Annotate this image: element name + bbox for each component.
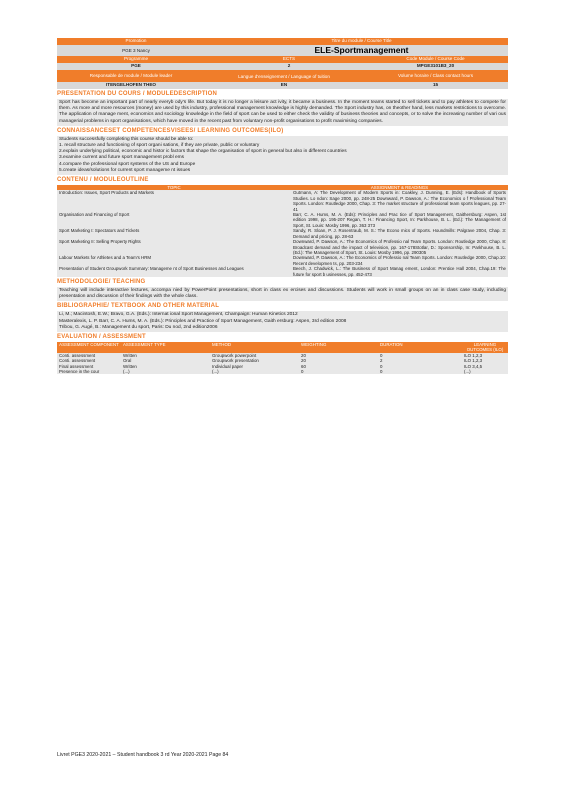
language-value: EN: [280, 82, 288, 87]
presentation-text: Sport has become an important part of nearly everyb ody's life. But today it is no longer a leisure act ivity, it became a business. In the moment teams started to sell tickets and to pay athletes to compete for them. As more and more resources (money) are used by this industry, professional management knowledge is highly demanded. The Sport industry has, on theother hand, less markets restrictions to overcome. The application of manage ment, economics and sociology knowledge in the field of sport can be used to either check the validity of business theories and concepts, or to solve the increasing number of vari ous managerial problems in sport organisations, which have moved in the recent past from voluntary non-profit organisations to profit maximising companies.: [57, 99, 508, 126]
course-sheet: [57, 38, 508, 374]
programme-label: Programme: [124, 56, 148, 61]
outline-reading: Barr, C. A. Hums, M. A. (Eds): Principles and Prac tice of Sport Management, Gaithersburg: Aspen, 1st edition 1998, pp. 195-207 Regan, T. H.: Financing Sport, In: Parkhouse, B. L. (Ed.): The Management of Sport, St. Louis: Mosby 1996, pp. 363 373: [293, 212, 506, 228]
outline-topic: Sport Marketing I: Spectators and Tickets: [59, 228, 140, 234]
outcome-line: Students successfully completing this course should be able to:: [59, 136, 194, 142]
table-row: [57, 228, 508, 239]
bibliography-entry: Li, M.; Macintosh, E.W.; Bravo, G.A. (Eds.): Internat ional Sport Management, Champaign: Human Kinetics 2012: [59, 312, 298, 318]
eval-cell: Oral: [123, 358, 132, 364]
eval-cell: ILO 1,2,3: [464, 358, 483, 364]
course-title-label: Titre du module / Course Title: [331, 38, 392, 43]
header-row-values-3: [57, 82, 508, 89]
ects-label: ECTS: [282, 56, 296, 61]
table-row: [57, 369, 508, 374]
eval-cell: 20: [301, 352, 306, 358]
header-row-labels-3: [57, 70, 508, 82]
course-title: ELE-Sportmanagement: [314, 45, 409, 55]
table-row: [57, 255, 508, 266]
promotion-value: PGE 3 Nancy: [122, 47, 150, 53]
eval-cell: Conti. assessment: [59, 358, 96, 364]
course-code-label: Code Module / Course Code: [406, 56, 465, 61]
table-row: [57, 212, 508, 228]
eval-cell: Individual paper: [212, 363, 244, 369]
eval-cell: Written: [123, 352, 137, 358]
presentation-title: PRESENTATION DU COURS / MODULEDESCRIPTION: [57, 91, 217, 97]
programme-value: PGE: [131, 63, 141, 68]
eval-header-weighting: WEIGHTING: [301, 341, 327, 347]
eval-header-type: ASSESSMENT TYPE: [123, 341, 166, 347]
outcome-line: 1. recall structure and functioning of sport organi sations, if they are private, public or voluntary: [59, 143, 260, 149]
eval-header-method: METHOD: [212, 341, 232, 347]
eval-cell: 20: [301, 358, 306, 364]
contact-hours-value: 15: [432, 82, 439, 87]
eval-cell: 60: [301, 363, 306, 369]
eval-cell: (...): [464, 368, 471, 374]
table-row: [57, 239, 508, 255]
header-row-labels-1: [57, 38, 508, 45]
outline-topic: Sport Marketing II: Selling Property Rights: [59, 239, 141, 245]
eval-cell: 0: [380, 363, 383, 369]
eval-cell: (...): [212, 368, 219, 374]
outline-topic: Labour Markets for Athletes and a Team's HRM: [59, 255, 152, 261]
outline-topic: Organisation and Financing of Sport: [59, 212, 130, 218]
eval-cell: Conti. assessment: [59, 352, 96, 358]
eval-header-ilo: LEARNING OUTCOMES (ILO): [466, 341, 504, 353]
eval-cell: Groupwork presentation: [212, 358, 259, 364]
bibliography-title: BIBLIOGRAPHIE/ TEXTBOOK AND OTHER MATERIAL: [57, 303, 220, 310]
outline-reading: Gutmann, A: The Development of Modern Sports in: Coakley, J. Dunning, E. (Eds): Handbook of Sports Studies. Lo ndon: Sage 2000, pp. 248-25 Downward, P. Dawson, A.: The Economics o f Professional Team Sports. London: Routledge 2000, Chap. 3: The market structure of professional team sports leagues, pp. 27-41: [293, 190, 506, 212]
evaluation-title: EVALUATION / ASSESSMENT: [57, 333, 146, 340]
page-footer: Livret PGE3 2020-2021 – Student handbook 3 rd Year 2020-2021 Page 84: [57, 752, 229, 758]
language-label: Langue d'enseignement / Language of tuition: [238, 73, 330, 79]
outcome-line: 4.compare the professional sport systems of the US and Europe: [59, 161, 196, 167]
contact-hours-label: Volume horaire / Class contact hours: [397, 73, 474, 78]
eval-cell: 0: [301, 368, 304, 374]
outline-reading-header: ASSIGNMENT & READINGS: [370, 185, 429, 191]
header-row-labels-2: [57, 56, 508, 63]
outcome-line: 2.explain underlying political, economic and histor ic factors that shape the organisation of sport in general but also in different countries: [59, 149, 347, 155]
eval-cell: 2: [380, 358, 383, 364]
eval-header-component: ASSESSMENT COMPONENT: [59, 341, 119, 347]
outcomes-title: CONNAISSANCESET COMPETENCESVISEES/ LEARNING OUTCOMES(ILO): [57, 127, 284, 134]
bibliography-entry: Tribou, G. Augé, B.: Management du sport, Paris: Du nod, 2nd edition2006: [59, 324, 218, 330]
eval-cell: ILO 3,4,5: [464, 363, 483, 369]
eval-cell: 0: [380, 368, 383, 374]
eval-cell: Presence in the cour: [59, 368, 100, 374]
outline-topic: Introduction: Issues, Sport Products and Markets: [59, 190, 154, 196]
eval-cell: ILO 1,2,3: [464, 352, 483, 358]
methodology-text: Teaching will include interactive lectures, accompa nied by PowerPoint presentations, short in class ex ercises and discussions. Students will work in small groups on an in class case study, including presentation and discussion of their findings with the whole class.: [57, 287, 508, 301]
evaluation-table: [57, 342, 508, 374]
outline-reading: Downward, P. Dawson, A.: The Economics of Professio nal Team Sports. London: Routledge 2000, Chap.10: Recent developmen ts, pp. 203-234: [293, 255, 506, 266]
outline-topic-header: TOPIC: [167, 185, 181, 191]
eval-cell: (...): [123, 368, 130, 374]
outline-table: [57, 185, 508, 277]
outline-reading: Downward, P. Dawson, A.: The Economics of Professio nal Team Sports. London: Routledge 2000, Chap. 8: Broadcast demand and the impact of television, pp. 167-178Stotlar, D.: Sponsorship, In: Parkhouse, B. L. (Ed.): The Management of Sport, St. Louis: Mosby 1996, pp. 290305: [293, 239, 506, 255]
ects-value: 2: [287, 63, 291, 68]
outcome-line: 3.examine current and future sport management probl ems: [59, 155, 185, 161]
eval-cell: Written: [123, 363, 137, 369]
outline-reading: Beech, J. Chadwick, L.: The Business of Sport Manag ement, London: Prentice Hall 2004, Chap.19: The future for sport b usinesses, pp. 452-473: [293, 266, 506, 277]
outcome-line: 5.create ideas/solutions for current sport manageme nt issues: [59, 167, 191, 173]
eval-header-duration: DURATION: [380, 341, 403, 347]
outline-topic: Presentation of Student Groupwork Summary: Manageme nt of Sport Businesses and Leagues: [59, 266, 244, 272]
bibliography-entry: Masteralexis, L. P. Barr, C. A. Hums, M. A. (Eds.): Principles and Practice of Sport Management, Gaith ersburg: Aspen, 3rd edition 2008: [59, 318, 347, 324]
eval-cell: 0: [380, 352, 383, 358]
table-row: [57, 266, 508, 277]
methodology-title: METHODOLOGIE/ TEACHING: [57, 278, 146, 285]
eval-cell: Groupwork powerpoint: [212, 352, 257, 358]
module-leader-label: Responsable de module / Module leader: [89, 73, 173, 78]
course-code-value: MPGE3101B3_20: [416, 63, 455, 68]
header-row-values-2: [57, 63, 508, 70]
outline-title: CONTENU / MODULEOUTLINE: [57, 177, 149, 184]
module-leader-value: ITENGELHOFEN THEO: [105, 82, 157, 87]
promotion-label: Promotion: [125, 38, 147, 43]
table-row: [57, 190, 508, 212]
bibliography-list: [57, 311, 508, 332]
header-row-values-1: [57, 45, 508, 56]
outline-reading: Sandy, R. Sloan, P. J. Rosentraub, M. S.: The Econo mics of Sports. Houndmills: Palgrave 2004, Chap. 3: Demand and pricing, pp. 28-63: [293, 228, 506, 239]
eval-cell: Final assessment: [59, 363, 94, 369]
outcomes-list: [57, 136, 508, 175]
